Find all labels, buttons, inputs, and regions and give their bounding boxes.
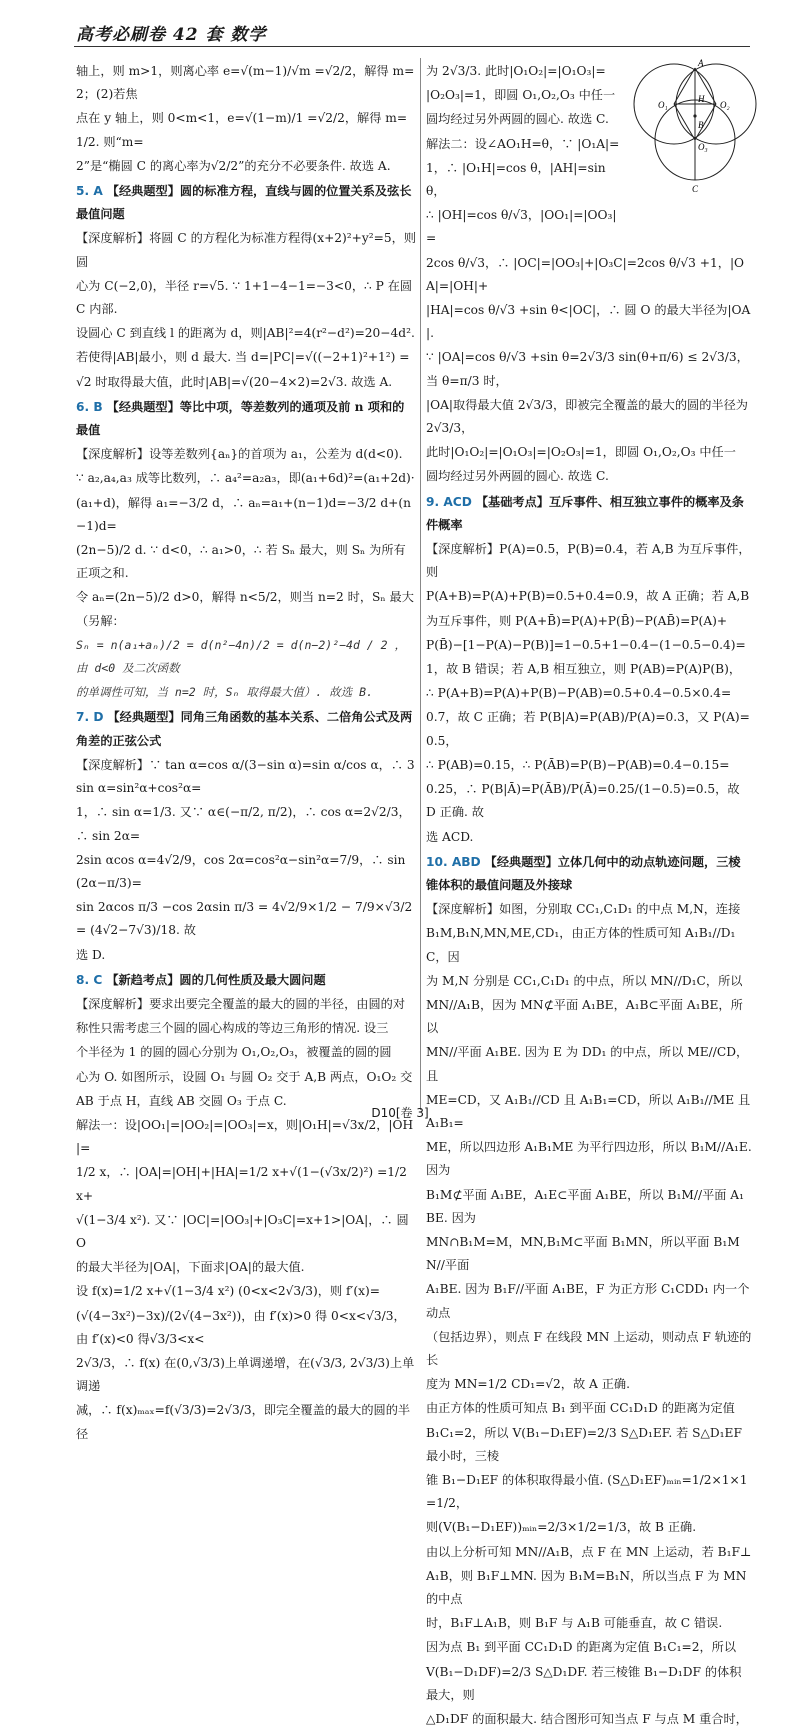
- column-divider: [420, 58, 421, 1110]
- text-line: 0.7，故 C 正确；若 P(B|A)=P(AB)/P(A)=0.3，又 P(A)=0.5，: [426, 710, 750, 748]
- text-line: 为互斥事件，则 P(A+B̄)=P(A)+P(B̄)−P(AB̄)=P(A)+: [426, 613, 728, 628]
- text-line: 若使得|AB|最小，则 d 最大. 当 d=|PC|=√((−2+1)²+1²) =: [76, 350, 410, 365]
- question-tag: 【经典题型】等比中项，等差数列的通项及前 n 项和的最值: [76, 399, 405, 438]
- text-line: |HA|=cos θ/√3 +sin θ<|OC|，∴ 圆 O 的最大半径为|OA|.: [426, 303, 751, 341]
- text-line: ME=CD，又 A₁B₁//CD 且 A₁B₁=CD，所以 A₁B₁//ME 且 A₁B₁=: [426, 1092, 751, 1130]
- question-6-heading: [76, 396, 416, 442]
- text-line: 为 2√3/3. 此时|O₁O₂|=|O₁O₃|=: [426, 64, 606, 78]
- question-8-heading: [76, 969, 416, 992]
- text-line: 由以上分析可知 MN//A₁B，点 F 在 MN 上运动，若 B₁F⊥: [426, 1544, 752, 1559]
- text-line: 设圆心 C 到直线 l 的距离为 d，则|AB|²=4(r²−d²)=20−4d².: [76, 326, 415, 341]
- left-column: [76, 60, 416, 1447]
- text-line: 2”是“椭圆 C 的离心率为√2/2”的充分不必要条件. 故选 A.: [76, 158, 391, 173]
- text-line: 【深度解析】P(A)=0.5，P(B)=0.4，若 A,B 为互斥事件，则: [426, 542, 751, 580]
- text-line: 减，∴ f(x)ₘₐₓ=f(√3/3)=2√3/3，即完全覆盖的最大的圆的半径: [76, 1403, 411, 1441]
- text-line: 2√3/3，∴ f(x) 在(0,√3/3)上单调递增，在(√3/3, 2√3/3)上单调递: [76, 1355, 415, 1394]
- text-line: 圆均经过另外两圆的圆心. 故选 C.: [426, 112, 609, 127]
- question-tag: 【经典题型】圆的标准方程，直线与圆的位置关系及弦长最值问题: [76, 184, 412, 222]
- figure-label-h: H: [698, 94, 705, 104]
- text-line: 解法二：设∠AO₁H=θ，∵ |O₁A|=: [426, 136, 620, 151]
- text-line: 则(V(B₁−D₁EF))ₘᵢₙ=2/3×1/2=1/3，故 B 正确.: [426, 1520, 697, 1535]
- text-line: 【深度解析】将圆 C 的方程化为标准方程得(x+2)²+y²=5，则圆: [76, 231, 417, 269]
- text-line: ∴ P(A+B)=P(A)+P(B)−P(AB)=0.5+0.4−0.5×0.4=: [426, 686, 732, 701]
- header-rule: [74, 46, 750, 47]
- question-tag: 【新趋考点】圆的几何性质及最大圆问题: [106, 972, 326, 987]
- question-5-heading: [76, 180, 416, 226]
- text-line: 因为点 B₁ 到平面 CC₁D₁D 的距离为定值 B₁C₁=2，所以: [426, 1640, 737, 1655]
- question-number: 9. ACD: [426, 494, 472, 509]
- text-line: P(B̄)−[1−P(A)−P(B)]=1−0.5+1−0.4−(1−0.5−0.4)=: [426, 637, 746, 652]
- text-line: P(A+B)=P(A)+P(B)=0.5+0.4=0.9，故 A 正确；若 A,B: [426, 589, 750, 604]
- question-number: 5. A: [76, 184, 103, 199]
- text-line: 心为 C(−2,0)，半径 r=√5. ∵ 1+1−4−1=−3<0，∴ P 在圆 C 内部.: [76, 278, 413, 317]
- figure-label-c: C: [692, 184, 699, 194]
- text-line: 轴上，则 m>1，则离心率 e=√(m−1)/√m =√2/2，解得 m=2；(2)若焦: [76, 64, 415, 102]
- text-line: A₁B，则 B₁F⊥MN. 因为 B₁M=B₁N，所以当点 F 为 MN 的中点: [426, 1568, 747, 1606]
- text-line: △D₁DF 的面积最大. 结合图形可知当点 F 与点 M 重合时，: [426, 1712, 748, 1727]
- text-line: 个半径为 1 的圆的圆心分别为 O₁,O₂,O₃，被覆盖的圆的圆: [76, 1045, 392, 1060]
- text-line: 1，故 B 错误；若 A,B 相互独立，则 P(AB)=P(A)P(B)，: [426, 662, 742, 677]
- text-line: 此时|O₁O₂|=|O₁O₃|=|O₂O₃|=1，即圆 O₁,O₂,O₃ 中任一: [426, 445, 736, 460]
- text-line: (a₁+d)，解得 a₁=−3/2 d，∴ aₙ=a₁+(n−1)d=−3/2 d+(n−1)d=: [76, 495, 411, 533]
- text-line: 度为 MN=1/2 CD₁=√2，故 A 正确.: [426, 1377, 630, 1392]
- text-line: 1/2 x，∴ |OA|=|OH|+|HA|=1/2 x+√(1−(√3x/2)²) =1/2 x+: [76, 1165, 407, 1203]
- text-line: ME，所以四边形 A₁B₁ME 为平行四边形，所以 B₁M//A₁E. 因为: [426, 1140, 752, 1178]
- text-line: 解法一：设|OO₁|=|OO₂|=|OO₃|=x，则|O₁H|=√3x/2，|OH|=: [76, 1117, 414, 1156]
- text-line: MN//A₁B，因为 MN⊄平面 A₁BE，A₁B⊂平面 A₁BE，所以: [426, 997, 743, 1036]
- text-line: （包括边界），则点 F 在线段 MN 上运动，则动点 F 轨迹的长: [426, 1329, 752, 1367]
- text-line: 圆均经过另外两圆的圆心. 故选 C.: [426, 469, 609, 484]
- right-column: [426, 60, 752, 1732]
- figure-label-o3: O₃: [698, 142, 708, 152]
- figure-label-b: B: [698, 120, 704, 130]
- text-line: 时，B₁F⊥A₁B，则 B₁F 与 A₁B 可能垂直，故 C 错误.: [426, 1616, 723, 1631]
- text-line: 由正方体的性质可知点 B₁ 到平面 CC₁D₁D 的距离为定值: [426, 1401, 735, 1416]
- question-9-heading: [426, 491, 752, 537]
- text-line: 令 aₙ=(2n−5)/2 d>0，解得 n<5/2，则当 n=2 时，Sₙ 最大（另解：: [76, 590, 414, 628]
- text-line: ∵ |OA|=cos θ/√3 +sin θ=2√3/3 sin(θ+π/6) ≤ 2√3/3，当 θ=π/3 时，: [426, 350, 749, 388]
- q8-continuation-narrow: [426, 60, 626, 251]
- text-line: 【深度解析】设等差数列{aₙ}的首项为 a₁，公差为 d(d<0).: [76, 447, 403, 462]
- question-number: 6. B: [76, 399, 103, 414]
- text-line: √(1−3/4 x²). 又∵ |OC|=|OO₃|+|O₃C|=x+1>|OA|，∴ 圆 O: [76, 1212, 409, 1250]
- text-line: AB 于点 H，直线 AB 交圆 O₃ 于点 C.: [76, 1093, 287, 1108]
- text-line: MN∩B₁M=M，MN,B₁M⊂平面 B₁MN，所以平面 B₁MN//平面: [426, 1234, 740, 1273]
- text-line: 点在 y 轴上，则 0<m<1，e=√(1−m)/1 =√2/2，解得 m=1/2. 则“m=: [76, 111, 408, 149]
- text-line: 0.25，∴ P(B|Ā)=P(ĀB)/P(Ā)=0.25/(1−0.5)=0.5，故 D 正确. 故: [426, 782, 740, 820]
- text-line: 【深度解析】如图，分别取 CC₁,C₁D₁ 的中点 M,N，连接: [426, 902, 741, 917]
- text-line: B₁C₁=2，所以 V(B₁−D₁EF)=2/3 S△D₁EF. 若 S△D₁EF 最小时，三棱: [426, 1425, 742, 1463]
- text-line: (√(4−3x²)−3x)/(2√(4−3x²))，由 f′(x)>0 得 0<x<√3/3，由 f′(x)<0 得√3/3<x<: [76, 1308, 406, 1346]
- text-line: 为 M,N 分别是 CC₁,C₁D₁ 的中点，所以 MN//D₁C，所以: [426, 973, 743, 988]
- text-line: ∴ |OH|=cos θ/√3，|OO₁|=|OO₃|=: [426, 208, 617, 246]
- text-line: A₁BE. 因为 B₁F//平面 A₁BE，F 为正方形 C₁CDD₁ 内一个动点: [426, 1282, 750, 1320]
- page-header-title: 高考必刷卷 42 套 数学: [76, 25, 267, 45]
- question-tag: 【经典题型】立体几何中的动点轨迹问题，三棱锥体积的最值问题及外接球: [426, 854, 741, 892]
- handwritten-note: Sₙ = n(a₁+aₙ)/2 = d(n²−4n)/2 = d(n−2)²−4d / 2 ，由 d<0 及二次函数: [76, 637, 406, 676]
- text-line: 设 f(x)=1/2 x+√(1−3/4 x²) (0<x<2√3/3)，则 f′(x)=: [76, 1284, 380, 1299]
- question-number: 7. D: [76, 710, 104, 725]
- question-tag: 【基础考点】互斥事件、相互独立事件的概率及条件概率: [426, 494, 744, 532]
- text-line: (2n−5)/2 d. ∵ d<0，∴ a₁>0，∴ 若 Sₙ 最大，则 Sₙ 为所有正项之和.: [76, 543, 406, 581]
- text-line: 1，∴ |O₁H|=cos θ，|AH|=sin θ，: [426, 160, 606, 199]
- text-line: B₁M⊄平面 A₁BE，A₁E⊂平面 A₁BE，所以 B₁M//平面 A₁BE. 因为: [426, 1187, 744, 1225]
- text-line: 1，∴ sin α=1/3. 又∵ α∈(−π/2, π/2)，∴ cos α=2√2/3，∴ sin 2α=: [76, 805, 411, 843]
- text-line: |O₂O₃|=1，即圆 O₁,O₂,O₃ 中任一: [426, 88, 616, 103]
- text-line: sin 2αcos π/3 −cos 2αsin π/3 = 4√2/9×1/2 − 7/9×√3/2 = (4√2−7√3)/18. 故: [76, 900, 413, 938]
- question-10-heading: [426, 851, 752, 897]
- text-line: B₁M,B₁N,MN,ME,CD₁，由正方体的性质可知 A₁B₁//D₁C，因: [426, 926, 736, 964]
- text-line: 2cos θ/√3，∴ |OC|=|OO₃|+|O₃C|=2cos θ/√3 +1，|OA|=|OH|+: [426, 255, 745, 293]
- figure-label-o1: O₁: [658, 100, 668, 110]
- text-line: ∵ a₂,a₄,a₃ 成等比数列，∴ a₄²=a₂a₃，即(a₁+6d)²=(a₁+2d)·: [76, 471, 415, 486]
- text-line: 心为 O. 如图所示，设圆 O₁ 与圆 O₂ 交于 A,B 两点，O₁O₂ 交: [76, 1069, 413, 1084]
- text-line: 锥 B₁−D₁EF 的体积取得最小值. (S△D₁EF)ₘᵢₙ=1/2×1×1=1/2，: [426, 1472, 748, 1511]
- question-tag: 【经典题型】同角三角函数的基本关系、二倍角公式及两角差的正弦公式: [76, 710, 413, 748]
- text-line: 【深度解析】∵ tan α=cos α/(3−sin α)=sin α/cos α，∴ 3sin α=sin²α+cos²α=: [76, 757, 415, 796]
- text-line: 称性只需考虑三个圆的圆心构成的等边三角形的情况. 设三: [76, 1021, 389, 1036]
- text-line: √2 时取得最大值，此时|AB|=√(20−4×2)=2√3. 故选 A.: [76, 374, 393, 389]
- figure-label-a: A: [698, 58, 704, 68]
- figure-label-o2: O₂: [720, 100, 730, 110]
- text-line: 的最大半径为|OA|，下面求|OA|的最大值.: [76, 1260, 305, 1275]
- question-number: 10. ABD: [426, 854, 481, 869]
- handwritten-note: 的单调性可知，当 n=2 时，Sₙ 取得最大值）. 故选 B.: [76, 685, 374, 700]
- text-line: MN//平面 A₁BE. 因为 E 为 DD₁ 的中点，所以 ME//CD，且: [426, 1045, 749, 1083]
- text-line: |OA|取得最大值 2√3/3，即被完全覆盖的最大的圆的半径为 2√3/3，: [426, 397, 748, 436]
- text-line: V(B₁−D₁DF)=2/3 S△D₁DF. 若三棱锥 B₁−D₁DF 的体积最大，则: [426, 1664, 742, 1702]
- text-line: 选 D.: [76, 947, 106, 962]
- text-line: 【深度解析】要求出要完全覆盖的最大的圆的半径，由圆的对: [76, 996, 406, 1011]
- page-footer: D10[卷 3]: [371, 1106, 429, 1120]
- text-line: 2sin αcos α=4√2/9，cos 2α=cos²α−sin²α=7/9，∴ sin(2α−π/3)=: [76, 852, 406, 890]
- question-7-heading: [76, 706, 416, 752]
- text-line: 选 ACD.: [426, 829, 474, 844]
- text-line: ∴ P(AB)=0.15，∴ P(ĀB)=P(B)−P(AB)=0.4−0.15=: [426, 757, 730, 772]
- question-number: 8. C: [76, 972, 103, 987]
